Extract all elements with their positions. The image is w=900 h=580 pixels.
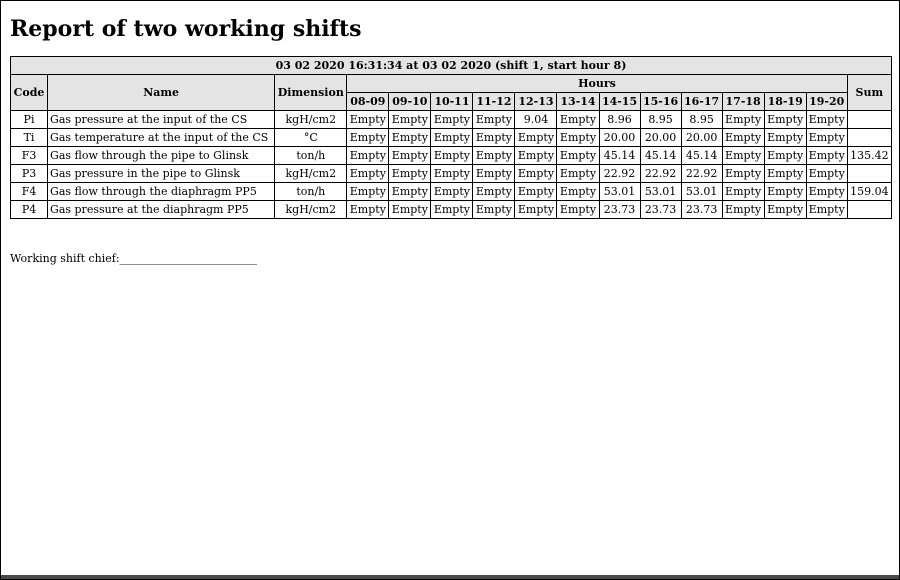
hour-value-cell: Empty xyxy=(764,129,806,147)
name-cell: Gas flow through the diaphragm PP5 xyxy=(48,183,275,201)
hour-header: 14-15 xyxy=(599,93,640,111)
hour-value-cell: Empty xyxy=(431,129,473,147)
report-body xyxy=(11,111,892,219)
hour-value-cell: Empty xyxy=(806,201,847,219)
hours-header: Hours xyxy=(347,75,847,93)
hour-value-cell: Empty xyxy=(764,201,806,219)
hour-header: 18-19 xyxy=(764,93,806,111)
dimension-cell: kgH/cm2 xyxy=(275,111,347,129)
hour-value-cell: Empty xyxy=(515,147,557,165)
header-row xyxy=(11,75,892,93)
hour-value-cell: 20.00 xyxy=(681,129,722,147)
hour-value-cell: Empty xyxy=(347,201,389,219)
hour-value-cell: 20.00 xyxy=(640,129,681,147)
hour-value-cell: Empty xyxy=(347,147,389,165)
hour-value-cell: 45.14 xyxy=(681,147,722,165)
hour-value-cell: Empty xyxy=(764,111,806,129)
hour-value-cell: Empty xyxy=(473,201,515,219)
hour-value-cell: Empty xyxy=(764,183,806,201)
report-table xyxy=(10,56,892,219)
table-row xyxy=(11,201,892,219)
hour-value-cell: Empty xyxy=(515,165,557,183)
hour-value-cell: 53.01 xyxy=(640,183,681,201)
sum-cell xyxy=(847,129,891,147)
hour-header: 09-10 xyxy=(389,93,431,111)
code-cell: Pi xyxy=(11,111,48,129)
hour-value-cell: Empty xyxy=(389,183,431,201)
hour-value-cell: 22.92 xyxy=(640,165,681,183)
table-row xyxy=(11,183,892,201)
hour-value-cell: 23.73 xyxy=(681,201,722,219)
hour-header: 12-13 xyxy=(515,93,557,111)
hour-value-cell: Empty xyxy=(722,129,764,147)
hour-value-cell: 8.95 xyxy=(640,111,681,129)
hour-value-cell: Empty xyxy=(431,147,473,165)
hour-value-cell: 53.01 xyxy=(681,183,722,201)
hour-value-cell: Empty xyxy=(473,165,515,183)
hour-value-cell: Empty xyxy=(389,201,431,219)
dimension-cell: ton/h xyxy=(275,183,347,201)
hour-value-cell: Empty xyxy=(557,183,599,201)
hour-value-cell: Empty xyxy=(473,183,515,201)
dimension-cell: kgH/cm2 xyxy=(275,165,347,183)
name-cell: Gas temperature at the input of the CS xyxy=(48,129,275,147)
hour-header: 17-18 xyxy=(722,93,764,111)
hour-value-cell: Empty xyxy=(389,129,431,147)
sum-cell: 135.42 xyxy=(847,147,891,165)
hour-value-cell: Empty xyxy=(515,201,557,219)
name-cell: Gas pressure at the input of the CS xyxy=(48,111,275,129)
hour-value-cell: Empty xyxy=(431,201,473,219)
hour-value-cell: Empty xyxy=(389,165,431,183)
hour-header: 19-20 xyxy=(806,93,847,111)
bottom-bar xyxy=(1,575,899,579)
hour-value-cell: Empty xyxy=(431,165,473,183)
dimension-cell: kgH/cm2 xyxy=(275,201,347,219)
hour-value-cell: Empty xyxy=(347,183,389,201)
hour-value-cell: Empty xyxy=(806,165,847,183)
hour-header: 15-16 xyxy=(640,93,681,111)
hour-value-cell: Empty xyxy=(806,183,847,201)
hour-value-cell: 9.04 xyxy=(515,111,557,129)
table-row xyxy=(11,165,892,183)
hour-value-cell: Empty xyxy=(557,165,599,183)
dimension-cell: °C xyxy=(275,129,347,147)
hour-value-cell: 22.92 xyxy=(681,165,722,183)
hour-header: 16-17 xyxy=(681,93,722,111)
hour-value-cell: Empty xyxy=(764,147,806,165)
dimension-cell: ton/h xyxy=(275,147,347,165)
code-header: Code xyxy=(11,75,48,111)
hour-value-cell: Empty xyxy=(473,147,515,165)
hour-header: 08-09 xyxy=(347,93,389,111)
code-cell: F4 xyxy=(11,183,48,201)
sum-header: Sum xyxy=(847,75,891,111)
hour-value-cell: Empty xyxy=(557,129,599,147)
name-cell: Gas pressure in the pipe to Glinsk xyxy=(48,165,275,183)
hour-header: 11-12 xyxy=(473,93,515,111)
hour-value-cell: Empty xyxy=(473,111,515,129)
hour-value-cell: 8.96 xyxy=(599,111,640,129)
dimension-header: Dimension xyxy=(275,75,347,111)
hour-value-cell: Empty xyxy=(722,147,764,165)
report-title: Report of two working shifts xyxy=(10,16,362,42)
hour-value-cell: Empty xyxy=(722,183,764,201)
hour-value-cell: Empty xyxy=(389,147,431,165)
hour-value-cell: Empty xyxy=(515,129,557,147)
sum-cell: 159.04 xyxy=(847,183,891,201)
hour-value-cell: 23.73 xyxy=(640,201,681,219)
hour-value-cell: Empty xyxy=(806,129,847,147)
hour-value-cell: 53.01 xyxy=(599,183,640,201)
hour-value-cell: Empty xyxy=(806,147,847,165)
code-cell: P3 xyxy=(11,165,48,183)
period-header: 03 02 2020 16:31:34 at 03 02 2020 (shift 1, start hour 8) xyxy=(11,57,892,75)
code-cell: P4 xyxy=(11,201,48,219)
hour-value-cell: 45.14 xyxy=(640,147,681,165)
hour-value-cell: Empty xyxy=(557,111,599,129)
hour-value-cell: Empty xyxy=(722,201,764,219)
table-row xyxy=(11,111,892,129)
hour-value-cell: Empty xyxy=(722,165,764,183)
sum-cell xyxy=(847,111,891,129)
name-header: Name xyxy=(48,75,275,111)
hour-value-cell: Empty xyxy=(515,183,557,201)
name-cell: Gas pressure at the diaphragm PP5 xyxy=(48,201,275,219)
hour-value-cell: Empty xyxy=(764,165,806,183)
name-cell: Gas flow through the pipe to Glinsk xyxy=(48,147,275,165)
hour-value-cell: Empty xyxy=(431,111,473,129)
period-row xyxy=(11,57,892,75)
hour-header: 13-14 xyxy=(557,93,599,111)
hour-header: 10-11 xyxy=(431,93,473,111)
sum-cell xyxy=(847,165,891,183)
hour-value-cell: 8.95 xyxy=(681,111,722,129)
hour-value-cell: 23.73 xyxy=(599,201,640,219)
hour-value-cell: 45.14 xyxy=(599,147,640,165)
hour-value-cell: 22.92 xyxy=(599,165,640,183)
hour-value-cell: Empty xyxy=(431,183,473,201)
table-row xyxy=(11,147,892,165)
shift-chief-signature: Working shift chief:_________________________ xyxy=(10,252,258,265)
hour-value-cell: 20.00 xyxy=(599,129,640,147)
sum-cell xyxy=(847,201,891,219)
hour-value-cell: Empty xyxy=(347,111,389,129)
hour-value-cell: Empty xyxy=(557,201,599,219)
code-cell: Ti xyxy=(11,129,48,147)
hour-value-cell: Empty xyxy=(806,111,847,129)
hour-value-cell: Empty xyxy=(389,111,431,129)
hour-value-cell: Empty xyxy=(473,129,515,147)
hour-value-cell: Empty xyxy=(722,111,764,129)
hour-value-cell: Empty xyxy=(557,147,599,165)
code-cell: F3 xyxy=(11,147,48,165)
table-row xyxy=(11,129,892,147)
hour-value-cell: Empty xyxy=(347,165,389,183)
hour-value-cell: Empty xyxy=(347,129,389,147)
